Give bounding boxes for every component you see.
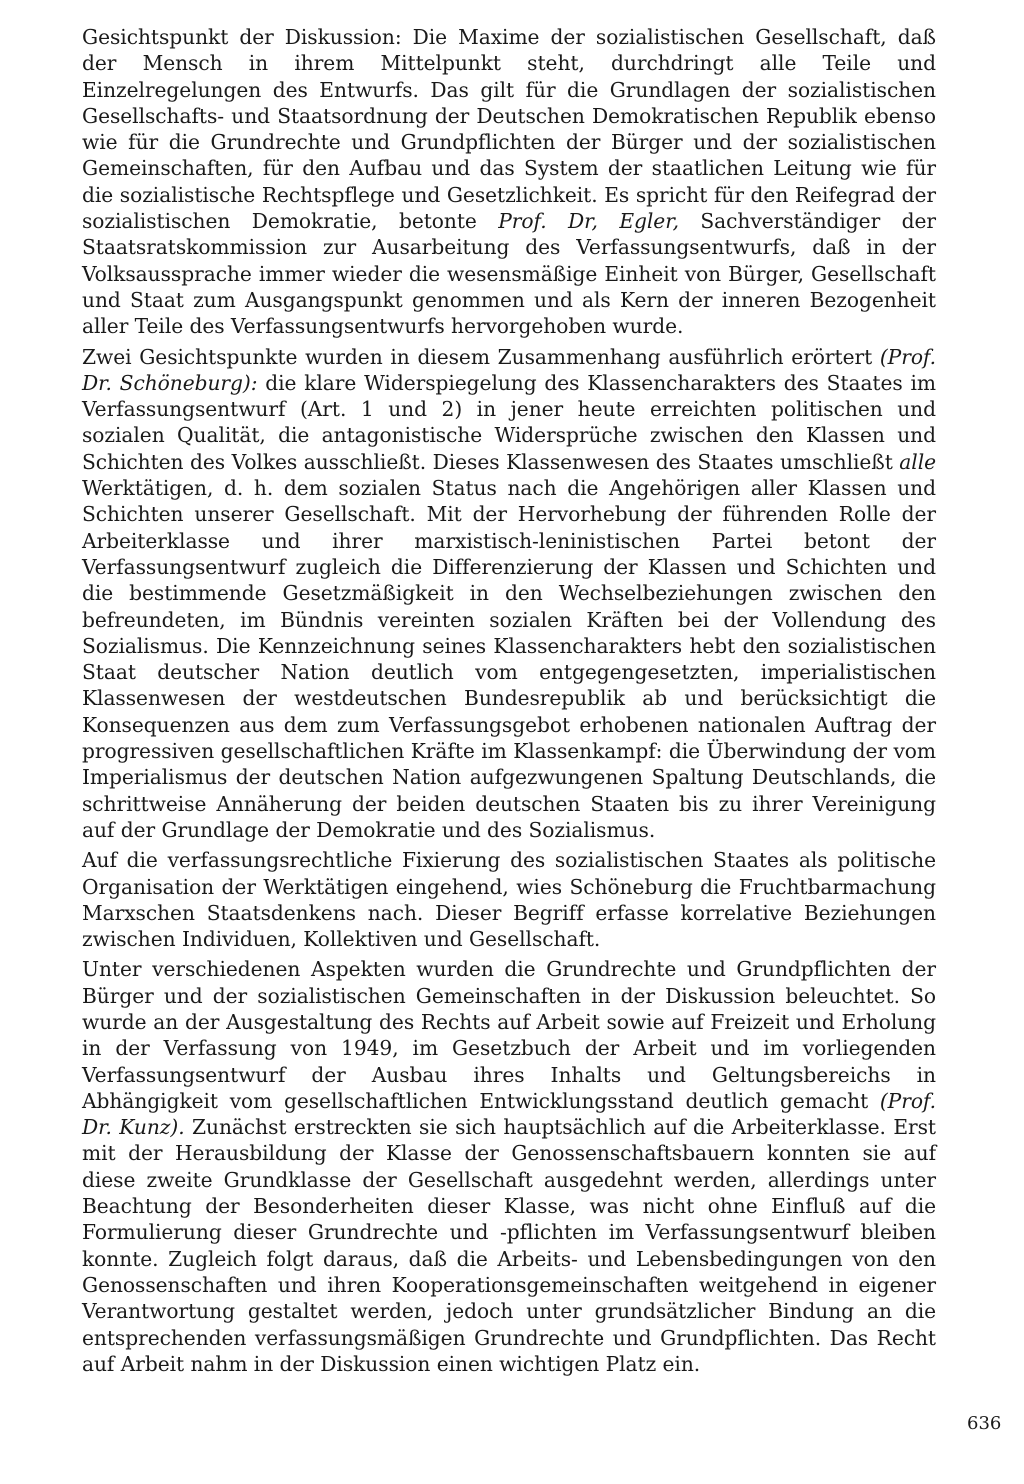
text-run: Werktätigen, d. h. dem sozialen Status nach die Angehörigen aller Klassen und Schichten unserer Gesellschaft. Mit der Hervorhebung der führenden Rolle der Arbeiterklasse und ihrer marxistisch-leninistischen Partei betont der Verfassungsentwurf zugleich die Differenzierung der Klassen und Schichten und die bestimmende Gesetzmäßigkeit in den Wechselbeziehungen zwischen den befreundeten, im Bündnis vereinten sozialen Kräften bei der Vollendung des Sozialismus. Die Kennzeichnung seines Klassencharakters hebt den sozialistischen Staat deutscher Nation deutlich vom entgegengesetzten, imperialistischen Klassenwesen der westdeutschen Bundesrepublik ab und berücksichtigt die Konsequenzen aus dem zum Verfassungsgebot erhobenen nationalen Auftrag der progressiven gesellschaftlichen Kräfte im Klassenkampf: die Überwindung der vom Imperialismus der deutschen Nation aufgezwungenen Spaltung Deutschlands, die schrittweise Annäherung der beiden deutschen Staaten bis zu ihrer Vereinigung auf der Grundlage der Demokratie und des Sozialismus. — [82, 476, 936, 842]
text-run-italic: alle — [899, 449, 936, 474]
text-run-italic: (Prof. Dr. Kunz). — [82, 1088, 936, 1140]
text-run: die klare Widerspiegelung des Klassencharakters des Staates im Verfassungsentwurf (Art. 1 und 2) in jener heute erreichten politischen und sozialen Qualität, die antagonistische Widersprüche zwischen den Klassen und Schichten des Volkes ausschließt. Dieses Klassenwesen des Staates umschließt — [82, 370, 936, 474]
text-run: Auf die verfassungsrechtliche Fixierung des sozialistischen Staates als politische Organisation der Werktätigen eingehend, wies Schöneburg die Fruchtbarmachung Marxschen Staatsdenkens nach. Dieser Begriff erfasse korrelative Beziehungen zwischen Individuen, Kollektiven und Gesellschaft. — [82, 848, 936, 952]
paragraph — [82, 847, 936, 952]
page-number: 636 — [967, 1413, 1002, 1434]
text-run-italic: (Prof. Dr. Schöneburg): — [82, 344, 936, 395]
text-run-italic: Prof. Dr, Egler, — [498, 209, 679, 234]
text-run: Unter verschiedenen Aspekten wurden die Grundrechte und Grundpflichten der Bürger und der sozialistischen Gemeinschaften in der Diskussion beleuchtet. So wurde an der Ausgestaltung des Rechts auf Arbeit sowie auf Freizeit und Erholung in der Verfassung von 1949, im Gesetzbuch der Arbeit und im vorliegenden Verfassungsentwurf der Ausbau ihres Inhalts und Geltungsbereichs in Abhängigkeit vom gesellschaftlichen Entwicklungsstand deutlich gemacht — [82, 957, 936, 1113]
text-run: Zunächst erstreckten sie sich hauptsächlich auf die Arbeiterklasse. Erst mit der Herausbildung der Klasse der Genossenschaftsbauern konnten sie auf diese zweite Grundklasse der Gesellschaft ausgedehnt werden, allerdings unter Beachtung der Besonderheiten dieser Klasse, was nicht ohne Einfluß auf die Formulierung dieser Grundrechte und -pflichten im Verfassungsentwurf bleiben konnte. Zugleich folgt daraus, daß die Arbeits- und Lebensbedingungen von den Genossenschaften und ihren Kooperationsgemeinschaften weitgehend in eigener Verantwortung gestaltet werden, jedoch unter grundsätzlicher Bindung an die entsprechenden verfassungsmäßigen Grundrechte und Grundpflichten. Das Recht auf Arbeit nahm in der Diskussion einen wichtigen Platz ein. — [82, 1115, 936, 1376]
page-body — [82, 24, 936, 1377]
paragraph — [82, 344, 936, 844]
text-run: Zwei Gesichtspunkte wurden in diesem Zusammenhang ausführlich erörtert — [82, 344, 880, 369]
text-run: Gesichtspunkt der Diskussion: Die Maxime der sozialistischen Gesellschaft, daß der Mensch in ihrem Mittelpunkt steht, durchdringt alle Teile und Einzelregelungen des Entwurfs. Das gilt für die Grundlagen der sozialistischen Gesellschafts- und Staatsordnung der Deutschen Demokratischen Republik ebenso wie für die Grundrechte und Grundpflichten der Bürger und der sozialistischen Gemeinschaften, für den Aufbau und das System der staatlichen Leitung wie für die sozialistische Rechtspflege und Gesetzlichkeit. Es spricht für den Reifegrad der sozialistischen Demokratie, betonte — [82, 25, 936, 234]
paragraph — [82, 24, 936, 340]
paragraph — [82, 956, 936, 1377]
text-run: Sachverständiger der Staatsratskommission zur Ausarbeitung des Verfassungsentwurfs, daß in der Volksaussprache immer wieder die wesensmäßige Einheit von Bürger, Gesellschaft und Staat zum Ausgangspunkt genommen und als Kern der inneren Bezogenheit aller Teile des Verfassungsentwurfs hervorgehoben wurde. — [82, 209, 936, 339]
